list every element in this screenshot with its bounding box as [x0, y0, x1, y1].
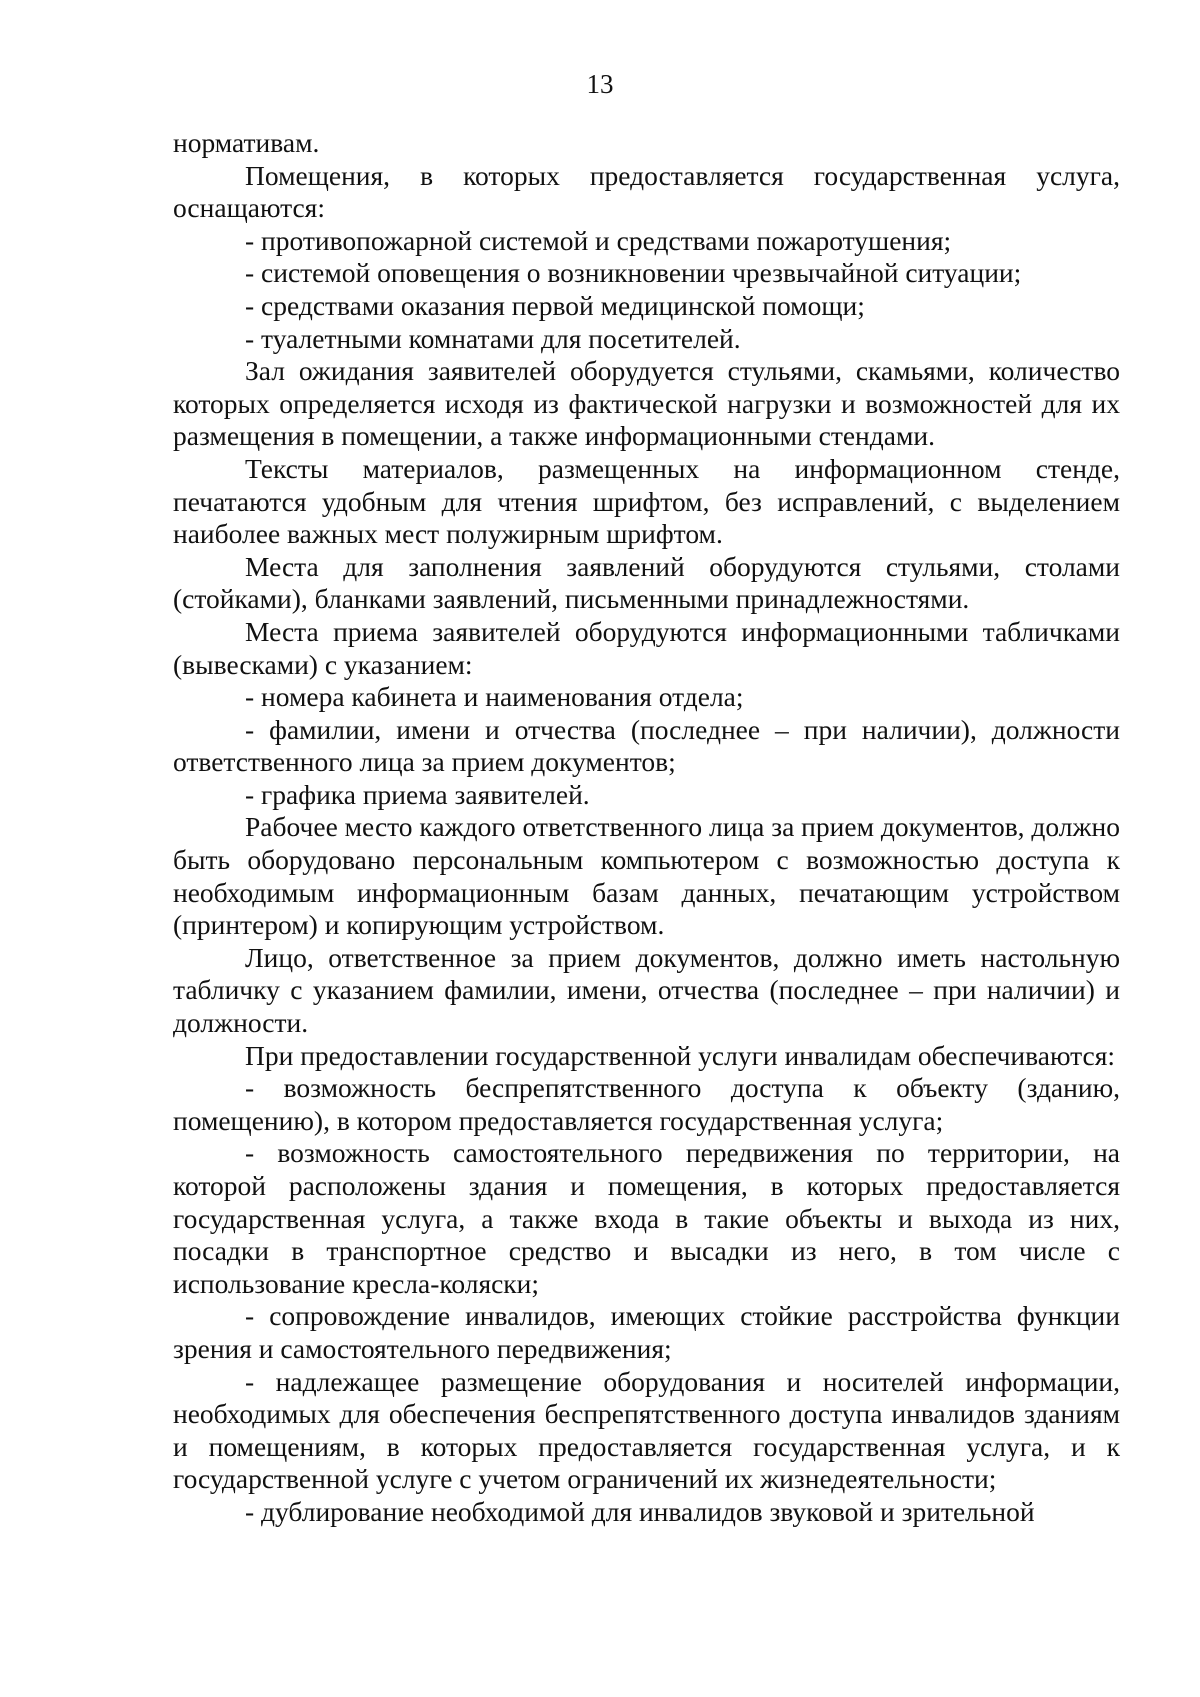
- paragraph: Помещения, в которых предоставляется государственная услуга, оснащаются:: [173, 159, 1120, 224]
- paragraph: Зал ожидания заявителей оборудуется стульями, скамьями, количество которых определяется исходя из фактической нагрузки и возможностей для их размещения в помещении, а также информационными стендами.: [173, 355, 1120, 452]
- paragraph: - графика приема заявителей.: [245, 778, 590, 810]
- paragraph: Лицо, ответственное за прием документов, должно иметь настольную табличку с указанием фамилии, имени, отчества (последнее – при наличии) и должности.: [173, 941, 1120, 1039]
- paragraph: - системой оповещения о возникновении чрезвычайной ситуации;: [245, 257, 1022, 289]
- page-number: 13: [586, 69, 614, 99]
- paragraph: нормативам.: [173, 127, 320, 158]
- paragraph: Места для заполнения заявлений оборудуются стульями, столами (стойками), бланками заявлений, письменными принадлежностями.: [173, 550, 1120, 615]
- paragraph: - надлежащее размещение оборудования и носителей информации, необходимых для обеспечения беспрепятственного доступа инвалидов зданиям и помещениям, в которых предоставляется государственная услуга, и к государственной услуге с учетом ограничений их жизнедеятельности;: [173, 1365, 1120, 1495]
- paragraph: Места приема заявителей оборудуются информационными табличками (вывесками) с указанием:: [173, 615, 1120, 680]
- paragraph: - номера кабинета и наименования отдела;: [245, 681, 744, 713]
- paragraph: - фамилии, имени и отчества (последнее – при наличии), должности ответственного лица за прием документов;: [173, 713, 1120, 778]
- paragraph: Рабочее место каждого ответственного лица за прием документов, должно быть оборудовано персональным компьютером с возможностью доступа к необходимым информационным базам данных, печатающим устройством (принтером) и копирующим устройством.: [173, 811, 1120, 941]
- document-body: [173, 127, 1120, 1529]
- paragraph: Тексты материалов, размещенных на информационном стенде, печатаются удобным для чтения шрифтом, без исправлений, с выделением наиболее важных мест полужирным шрифтом.: [173, 452, 1120, 550]
- paragraph: - дублирование необходимой для инвалидов звуковой и зрительной: [245, 1495, 1035, 1527]
- paragraph: При предоставлении государственной услуги инвалидам обеспечиваются:: [245, 1039, 1115, 1071]
- paragraph: - возможность самостоятельного передвижения по территории, на которой расположены здания и помещения, в которых предоставляется государственная услуга, а также входа в такие объекты и выхода из них, посадки в транспортное средство и высадки из него, в том числе с использование кресла-коляски;: [173, 1137, 1120, 1299]
- paragraph: - средствами оказания первой медицинской помощи;: [245, 289, 865, 321]
- paragraph: - сопровождение инвалидов, имеющих стойкие расстройства функции зрения и самостоятельного передвижения;: [173, 1300, 1120, 1364]
- paragraph: - противопожарной системой и средствами пожаротушения;: [245, 224, 952, 256]
- paragraph: - возможность беспрепятственного доступа к объекту (зданию, помещению), в котором предоставляется государственная услуга;: [173, 1072, 1120, 1136]
- paragraph: - туалетными комнатами для посетителей.: [245, 322, 741, 354]
